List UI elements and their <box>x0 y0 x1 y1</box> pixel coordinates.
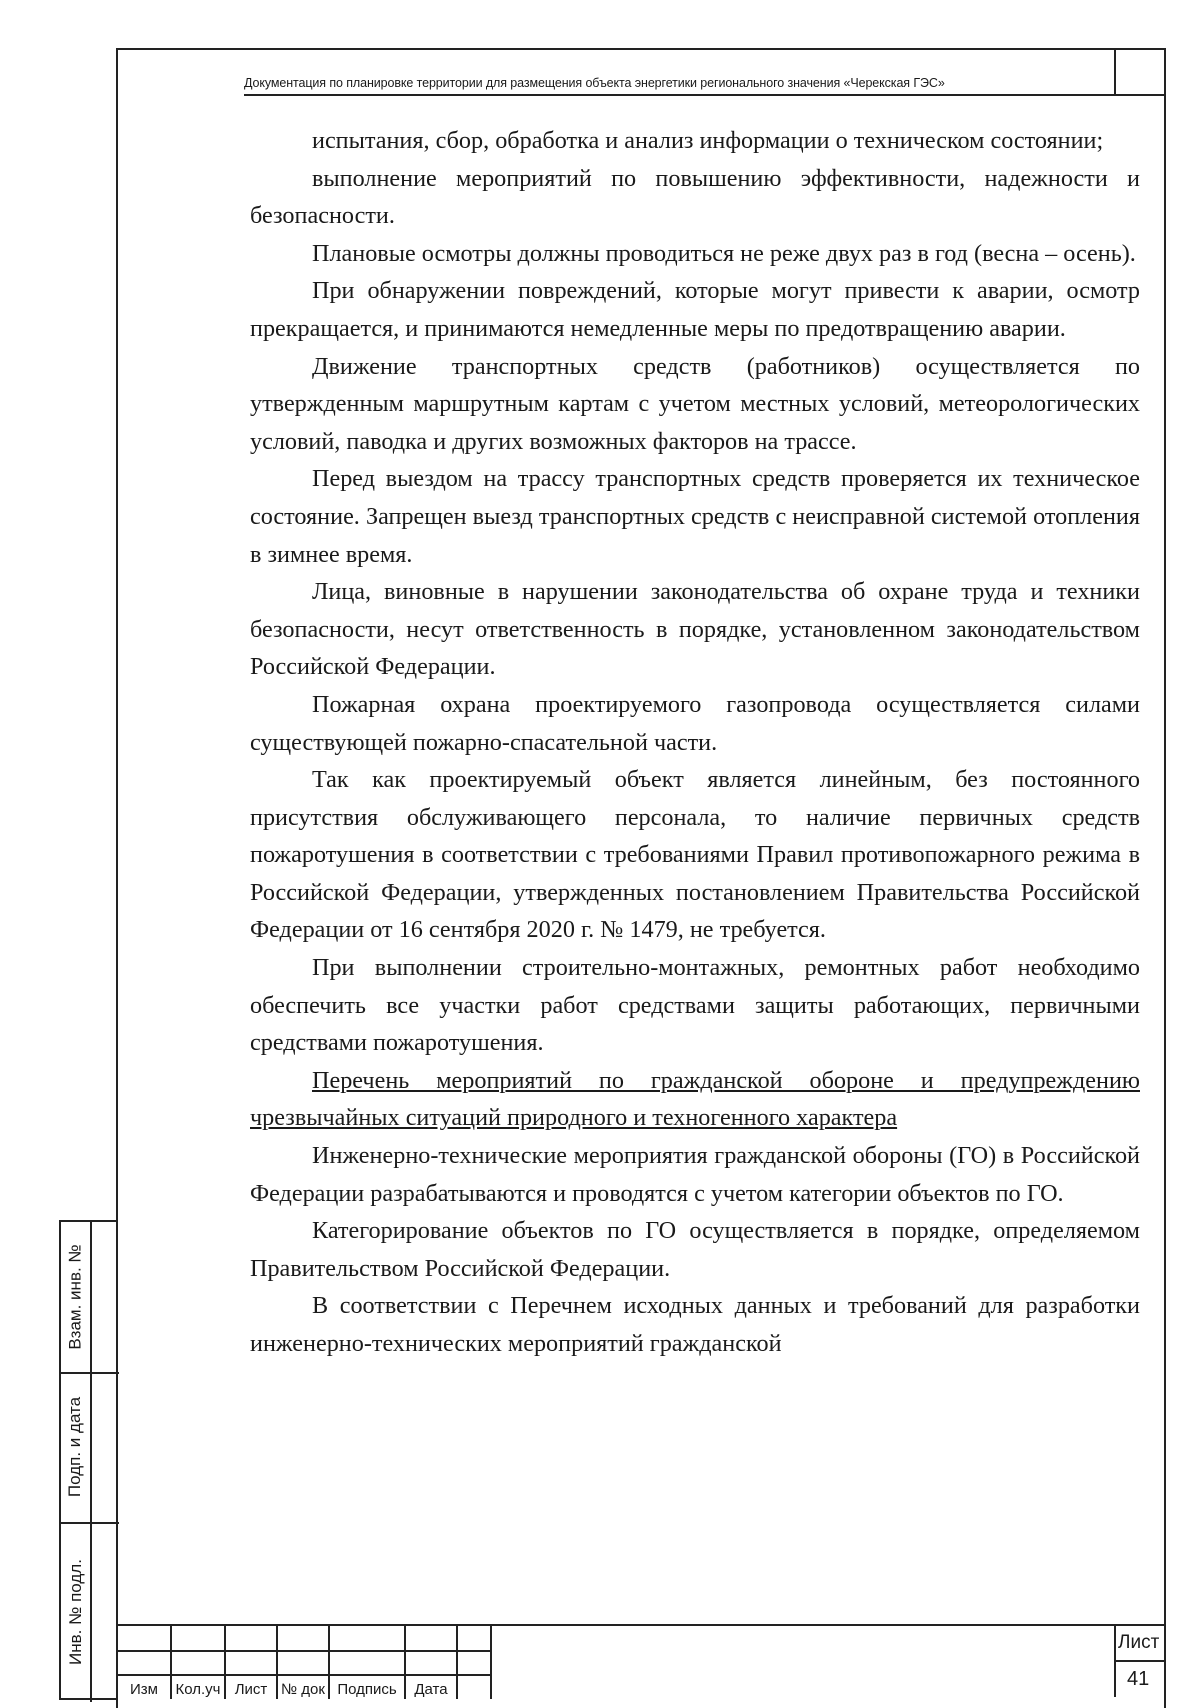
title-block-row-line <box>116 1674 490 1676</box>
stamp-column <box>59 1220 117 1700</box>
body-paragraph: Движение транспортных средств (работников) осуществляется по утвержденным маршрутным картам с учетом местных условий, метеорологических условий, паводка и других возможных факторов на трассе. <box>250 352 1140 455</box>
title-block-row-line <box>116 1650 490 1652</box>
stamp-label-replacement-inventory: Взам. инв. № <box>65 1244 85 1350</box>
body-paragraph: Так как проектируемый объект является линейным, без постоянного присутствия обслуживающего персонала, то наличие первичных средств пожаротушения в соответствии с требованиями Правил противопожарного режима в Российской Федерации, утвержденных постановлением Правительства Российской Федерации от 16 сентября 2020 г. № 1479, не требуется. <box>250 766 1140 944</box>
title-block-col-line <box>490 1626 492 1699</box>
body-paragraph: Инженерно-технические мероприятия гражданской обороны (ГО) в Российской Федерации разрабатываются и проводятся с учетом категории объектов по ГО. <box>250 1142 1140 1207</box>
body-paragraph: испытания, сбор, обработка и анализ информации о техническом состоянии; <box>312 127 1104 154</box>
document-body <box>250 122 1140 1363</box>
body-paragraph: Пожарная охрана проектируемого газопровода осуществляется силами существующей пожарно-спасательной части. <box>250 690 1140 756</box>
col-label-sheet: Лист <box>234 1681 268 1698</box>
body-paragraph: В соответствии с Перечнем исходных данных и требований для разработки инженерно-технических мероприятий гражданской <box>250 1292 1140 1357</box>
title-block <box>116 1624 1166 1697</box>
body-paragraph: При обнаружении повреждений, которые могут привести к аварии, осмотр прекращается, и принимаются немедленные меры по предотвращению аварии. <box>250 277 1140 342</box>
section-heading: Перечень мероприятий по гражданской обороне и предупреждению чрезвычайных ситуаций природного и техногенного характера <box>250 1066 1140 1132</box>
header-corner-box <box>1114 48 1166 96</box>
col-label-revision: Изм <box>130 1681 158 1698</box>
body-paragraph: выполнение мероприятий по повышению эффективности, надежности и безопасности. <box>250 164 1140 230</box>
document-header <box>244 60 1114 96</box>
body-paragraph: Категорирование объектов по ГО осуществляется в порядке, определяемом Правительством Российской Федерации. <box>250 1217 1140 1282</box>
body-paragraph: Лица, виновные в нарушении законодательства об охране труда и техники безопасности, несут ответственность в порядке, установленном законодательством Российской Федерации. <box>250 578 1140 681</box>
col-label-doc-number: № док <box>281 1681 325 1698</box>
sheet-label: Лист <box>1118 1632 1160 1653</box>
title-block-col-line <box>456 1626 458 1699</box>
body-paragraph: Плановые осмотры должны проводиться не реже двух раз в год (весна – осень). <box>312 239 1136 267</box>
col-label-signature: Подпись <box>337 1681 397 1698</box>
col-label-date: Дата <box>414 1681 448 1698</box>
sheet-number: 41 <box>1127 1668 1150 1690</box>
col-label-count: Кол.уч <box>175 1681 221 1698</box>
stamp-label-signature-date: Подп. и дата <box>65 1396 85 1498</box>
stamp-inner-line <box>90 1222 92 1702</box>
stamp-label-original-inventory: Инв. № подл. <box>65 1559 85 1665</box>
body-paragraph: При выполнении строительно-монтажных, ремонтных работ необходимо обеспечить все участки работ средствами защиты работающих, первичными средствами пожаротушения. <box>250 954 1140 1057</box>
body-paragraph: Перед выездом на трассу транспортных средств проверяется их техническое состояние. Запрещен выезд транспортных средств с неисправной системой отопления в зимнее время. <box>250 465 1140 568</box>
sheet-box-divider <box>1114 1660 1166 1662</box>
document-title: Документация по планировке территории для размещения объекта энергетики регионального значения «Черекская ГЭС» <box>244 76 945 90</box>
